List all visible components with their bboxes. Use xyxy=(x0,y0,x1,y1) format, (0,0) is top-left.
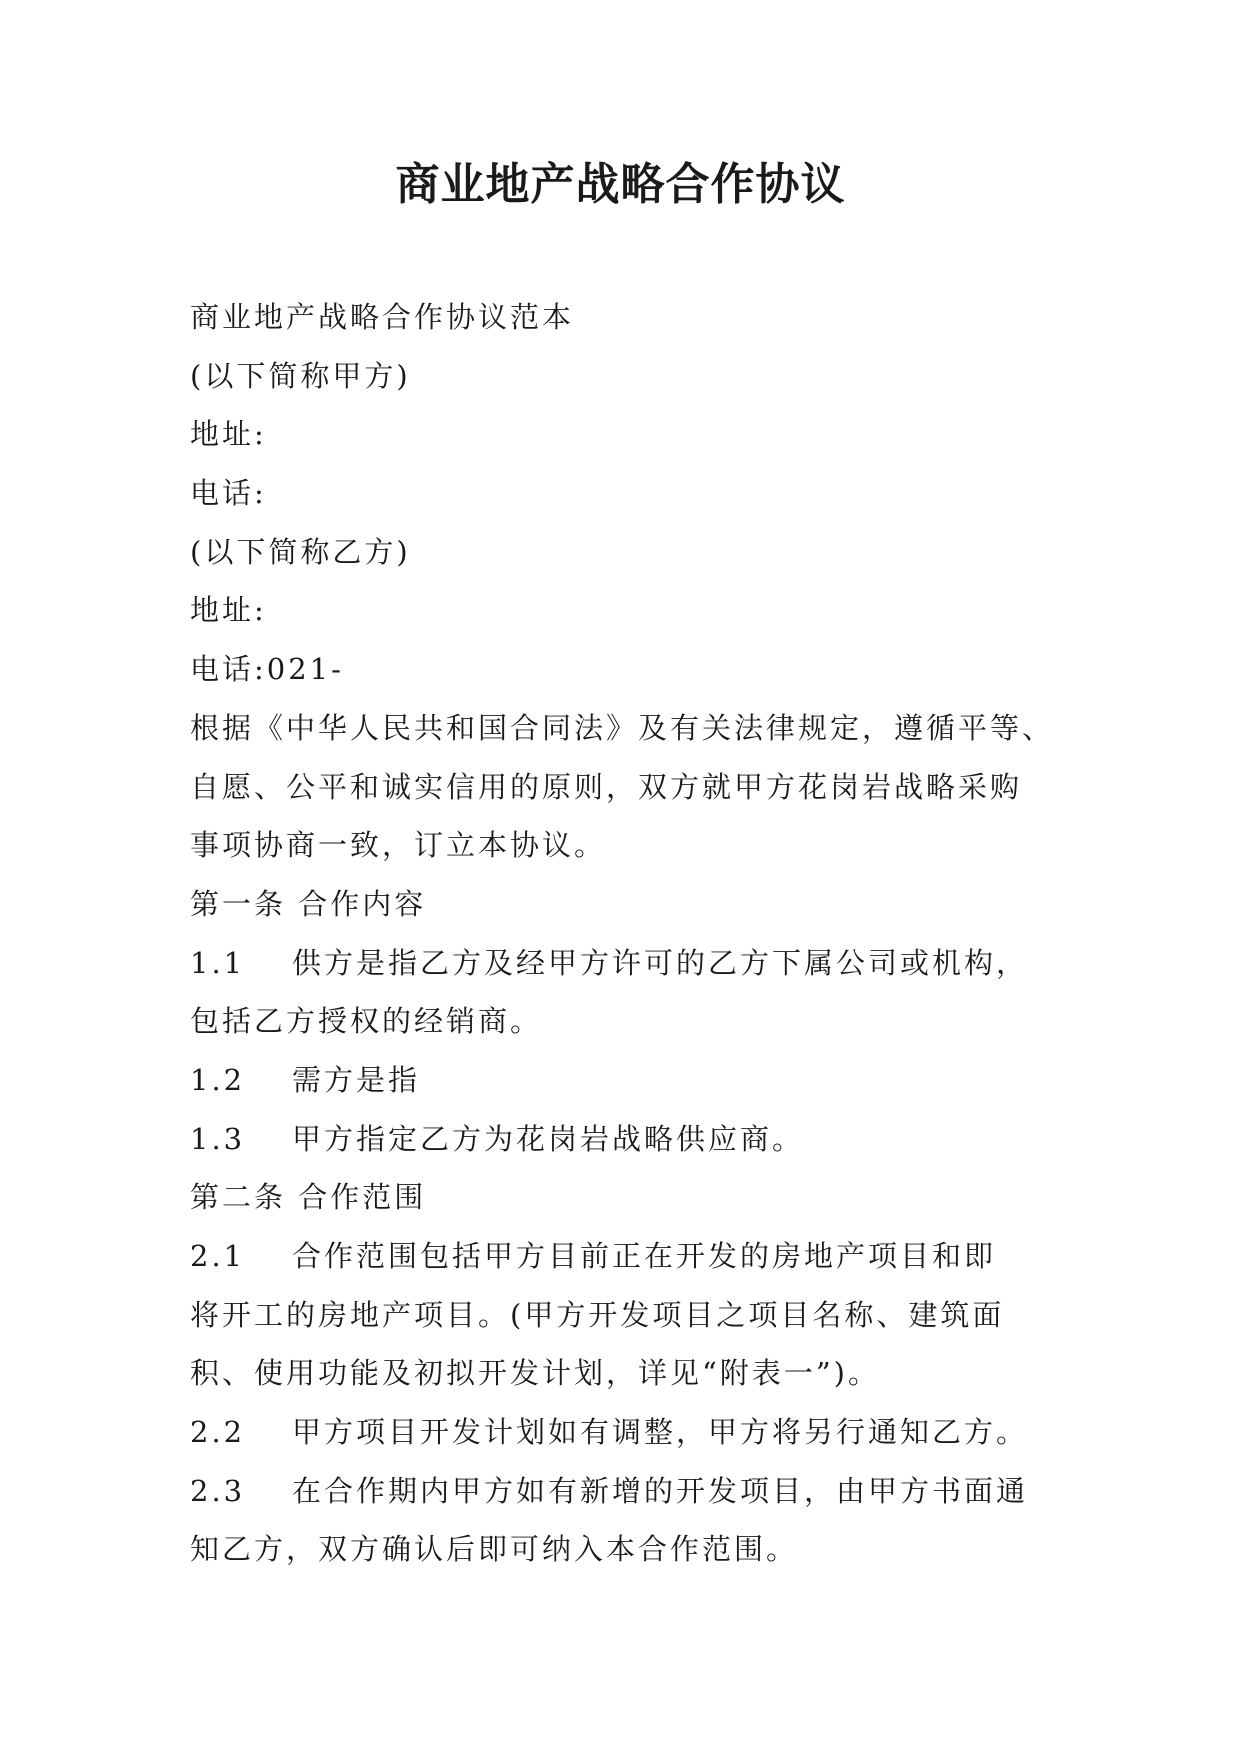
clause-line xyxy=(190,934,1090,993)
line-text: 需方是指 xyxy=(292,1062,421,1097)
line-text: 商业地产战略合作协议范本 xyxy=(190,300,575,334)
article-heading xyxy=(190,1168,1090,1227)
line-text: 根据《中华人民共和国合同法》及有关法律规定，遵循平等、 xyxy=(190,710,1055,745)
document-body xyxy=(190,288,1090,1579)
line-text: 供方是指乙方及经甲方许可的乙方下属公司或机构， xyxy=(292,945,1029,980)
line-text: 第一条 合作内容 xyxy=(190,886,427,921)
line-text: 电话: xyxy=(190,476,267,511)
clause-line xyxy=(190,1227,1090,1286)
line-text: 甲方指定乙方为花岗岩战略供应商。 xyxy=(292,1121,805,1156)
text-line xyxy=(190,640,1090,699)
line-text: 电话:021- xyxy=(190,652,344,687)
clause-line xyxy=(190,1403,1090,1462)
line-text: 地址: xyxy=(190,417,267,452)
clause-number: 1.1 xyxy=(190,945,246,980)
text-line xyxy=(190,816,1090,875)
document-title: 商业地产战略合作协议 xyxy=(395,159,846,210)
clause-line xyxy=(190,1462,1090,1521)
clause-number: 1.3 xyxy=(190,1121,246,1156)
line-text: 地址: xyxy=(190,593,267,628)
text-line xyxy=(190,699,1090,758)
line-text: 积、使用功能及初拟开发计划，详见“附表一”)。 xyxy=(190,1356,880,1391)
article-heading xyxy=(190,875,1090,934)
line-text: (以下简称甲方) xyxy=(190,358,411,393)
line-text: 甲方项目开发计划如有调整，甲方将另行通知乙方。 xyxy=(292,1415,1029,1450)
text-line xyxy=(190,758,1090,817)
line-text: 合作范围包括甲方目前正在开发的房地产项目和即 xyxy=(292,1239,997,1273)
text-line xyxy=(190,405,1090,464)
text-line xyxy=(190,581,1090,640)
text-line xyxy=(190,1344,1090,1403)
clause-line xyxy=(190,1110,1090,1169)
text-line xyxy=(190,523,1090,582)
clause-number: 1.2 xyxy=(190,1062,246,1097)
line-text: 第二条 合作范围 xyxy=(190,1180,427,1215)
text-line xyxy=(190,288,1090,347)
line-text: 在合作期内甲方如有新增的开发项目，由甲方书面通 xyxy=(292,1473,1029,1508)
line-text: (以下简称乙方) xyxy=(190,534,411,569)
text-line xyxy=(190,1286,1090,1345)
line-text: 事项协商一致，订立本协议。 xyxy=(190,828,607,863)
text-line xyxy=(190,347,1090,406)
text-line xyxy=(190,1520,1090,1579)
line-text: 将开工的房地产项目。(甲方开发项目之项目名称、建筑面 xyxy=(190,1297,1005,1332)
clause-number: 2.1 xyxy=(190,1239,246,1273)
text-line xyxy=(190,464,1090,523)
line-text: 知乙方，双方确认后即可纳入本合作范围。 xyxy=(190,1532,799,1567)
text-line xyxy=(190,992,1090,1051)
line-text: 自愿、公平和诚实信用的原则，双方就甲方花岗岩战略采购 xyxy=(190,769,1023,804)
clause-line xyxy=(190,1051,1090,1110)
line-text: 包括乙方授权的经销商。 xyxy=(190,1004,543,1039)
clause-number: 2.2 xyxy=(190,1415,246,1450)
clause-number: 2.3 xyxy=(190,1473,246,1508)
